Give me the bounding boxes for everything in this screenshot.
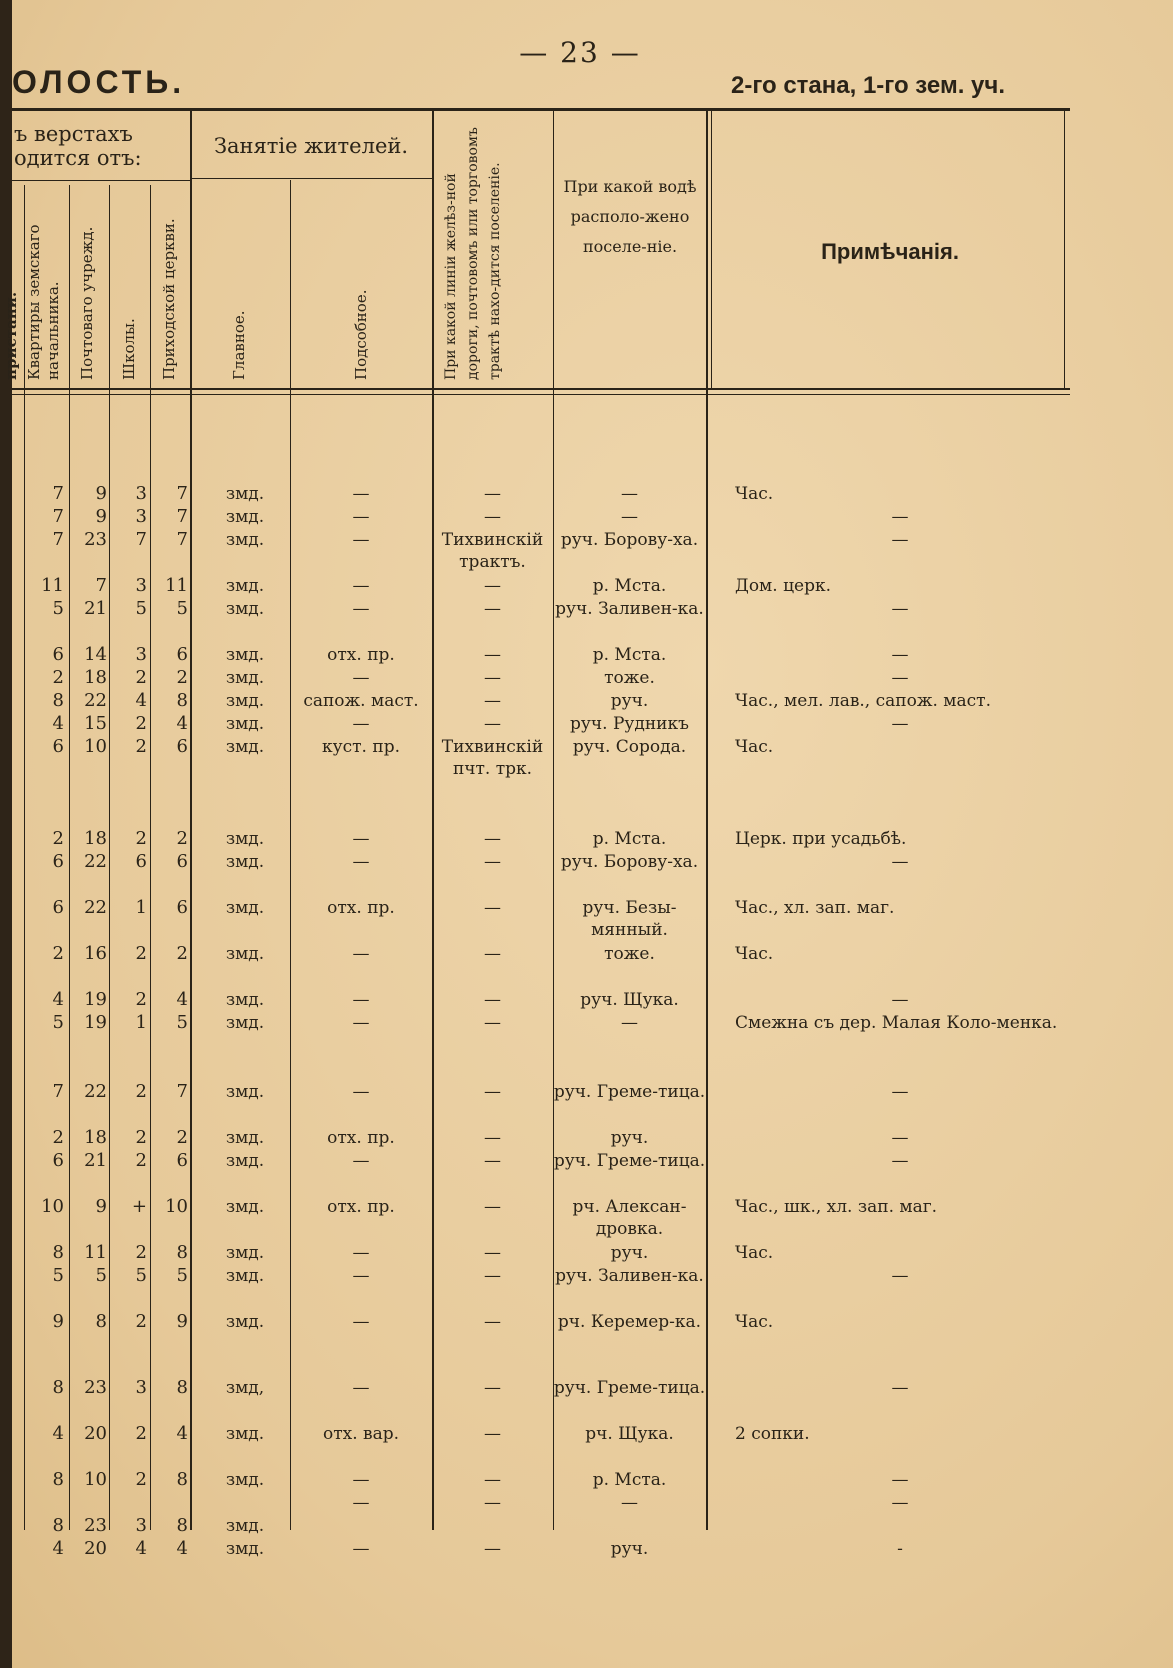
subheader-rule	[12, 180, 190, 181]
cell-sh: 2	[135, 1150, 147, 1171]
cell-ts: 7	[176, 483, 188, 504]
cell-sh: 2	[135, 1081, 147, 1102]
cell-tract: —	[484, 1378, 501, 1398]
cell-side: —	[352, 668, 370, 688]
cell-sh: 3	[135, 1515, 147, 1536]
cell-water: руч. Борову-ха.	[560, 530, 699, 550]
cell-kv: 8	[52, 1377, 64, 1398]
cell-side: —	[352, 1539, 370, 1559]
cell-tract: —	[484, 1312, 501, 1332]
cell-tract: —	[484, 1128, 501, 1148]
cell-main: змд.	[225, 484, 265, 504]
cell-tract: —	[484, 829, 501, 849]
cell-side: —	[352, 599, 370, 619]
cell-main: змд.	[225, 737, 265, 757]
cell-po: 18	[84, 1127, 107, 1148]
header-subtitle: 2-го стана, 1-го зем. уч.	[730, 72, 1005, 99]
cell-kv: 5	[52, 598, 64, 619]
header-occupation-main: Главное.	[230, 310, 248, 380]
cell-main: змд.	[225, 1013, 265, 1033]
cell-sh: 2	[135, 989, 147, 1010]
cell-main: змд.	[225, 1151, 265, 1171]
cell-main: змд.	[225, 576, 265, 596]
cell-side: отх. пр.	[327, 1197, 395, 1217]
cell-kv: 8	[52, 1469, 64, 1490]
cell-main: змд.	[225, 668, 265, 688]
cell-po: 22	[84, 851, 107, 872]
cell-tract: —	[484, 645, 501, 665]
cell-side: отх. вар.	[322, 1424, 400, 1444]
cell-ts: 8	[176, 690, 188, 711]
cell-note: Час.	[735, 737, 774, 757]
cell-main: змд.	[225, 1082, 265, 1102]
cell-kv: 4	[52, 1538, 64, 1559]
cell-note: —	[891, 852, 909, 872]
cell-side: —	[352, 530, 370, 550]
cell-tract: —	[484, 599, 501, 619]
cell-kv: 6	[52, 897, 64, 918]
cell-side: сапож. маст.	[303, 691, 419, 711]
header-water: При какой водѣ располо-жено поселе-ніе.	[563, 177, 697, 256]
cell-note: —	[891, 645, 909, 665]
cell-tract: —	[484, 1151, 501, 1171]
cell-po: 18	[84, 828, 107, 849]
cell-ts: 4	[176, 1423, 188, 1444]
cell-note: Час.	[735, 1312, 774, 1332]
cell-side: —	[352, 829, 370, 849]
cell-ts: 5	[176, 1012, 188, 1033]
cell-sh: 1	[135, 897, 147, 918]
header-occupation-side: Подсобное.	[352, 289, 370, 380]
cell-note: Час.	[735, 944, 774, 964]
cell-kv: 10	[41, 1196, 64, 1217]
cell-kv: 2	[52, 667, 64, 688]
cell-po: 21	[84, 1150, 107, 1171]
cell-ts: 4	[176, 1538, 188, 1559]
header-distance-group: ъ верстахъ одится отъ:	[14, 122, 142, 170]
cell-po: 5	[95, 1265, 107, 1286]
cell-ts: 8	[176, 1469, 188, 1490]
cell-po: 19	[84, 989, 107, 1010]
cell-water: руч.	[610, 691, 649, 711]
cell-tract: —	[484, 714, 501, 734]
cell-sh: 3	[135, 506, 147, 527]
cell-main: змд.	[225, 1312, 265, 1332]
cell-water: руч. Рудникъ	[570, 714, 689, 734]
cell-main: змд.	[225, 1243, 265, 1263]
cell-note: —	[891, 1082, 909, 1102]
cell-main: змд.	[225, 645, 265, 665]
cell-po: 10	[84, 736, 107, 757]
cell-kv: 5	[52, 1265, 64, 1286]
cell-water: руч. Щука.	[580, 990, 679, 1010]
cell-kv: 8	[52, 1515, 64, 1536]
cell-ts: 9	[176, 1311, 188, 1332]
cell-water: руч.	[610, 1243, 649, 1263]
cell-po: 9	[95, 483, 107, 504]
cell-water: руч. Греме-тица.	[553, 1378, 706, 1398]
cell-ts: 2	[176, 1127, 188, 1148]
cell-kv: 9	[52, 1311, 64, 1332]
cell-note: —	[891, 1378, 909, 1398]
cell-tract: —	[484, 1470, 501, 1490]
cell-ts: 8	[176, 1242, 188, 1263]
cell-po: 15	[84, 713, 107, 734]
header-occupation-group: Занятіе жителей.	[213, 134, 409, 158]
subheader-rule	[190, 178, 432, 179]
cell-po: 10	[84, 1469, 107, 1490]
cell-ts: 6	[176, 1150, 188, 1171]
col-line	[190, 110, 192, 1530]
cell-side: куст. пр.	[322, 737, 400, 757]
cell-kv: 2	[52, 943, 64, 964]
header-bottom-rule	[12, 388, 1070, 390]
cell-main: змд.	[225, 944, 265, 964]
cell-kv: 8	[52, 1242, 64, 1263]
cell-ts: 10	[165, 1196, 188, 1217]
cell-ts: 4	[176, 989, 188, 1010]
cell-sh: 3	[135, 483, 147, 504]
header-title: ОЛОСТЬ.	[12, 64, 186, 100]
cell-note: Церк. при усадьбѣ.	[735, 829, 907, 849]
cell-side: отх. пр.	[327, 1128, 395, 1148]
cell-note: —	[891, 1151, 909, 1171]
cell-water: —	[621, 1013, 638, 1033]
cell-note: —	[891, 714, 909, 734]
cell-kv: 6	[52, 1150, 64, 1171]
cell-tract: —	[484, 1197, 501, 1217]
cell-tract: —	[484, 1013, 501, 1033]
cell-main: змд.	[225, 852, 265, 872]
cell-kv: 4	[52, 989, 64, 1010]
cell-side: —	[352, 1378, 370, 1398]
cell-sh: 6	[135, 851, 147, 872]
cell-side: —	[352, 1312, 370, 1332]
book-spine	[0, 0, 12, 1668]
cell-sh: 2	[135, 828, 147, 849]
cell-note: Час.	[735, 1243, 774, 1263]
cell-sh: 4	[135, 690, 147, 711]
header-distance-post: Почтоваго учрежд.	[78, 226, 96, 380]
cell-note: Дом. церк.	[735, 576, 831, 596]
cell-po: 9	[95, 506, 107, 527]
cell-side: —	[352, 1266, 370, 1286]
cell-note: Час., хл. зап. маг.	[735, 898, 895, 918]
cell-main: змд.	[225, 1470, 265, 1490]
cell-note: —	[891, 530, 909, 550]
cell-tract: —	[484, 668, 501, 688]
cell-main: змд.	[225, 1128, 265, 1148]
cell-po: 9	[95, 1196, 107, 1217]
cell-po: 23	[84, 1515, 107, 1536]
cell-kv: 11	[41, 575, 64, 596]
cell-po: 22	[84, 690, 107, 711]
cell-water: руч. Греме-тица.	[553, 1082, 706, 1102]
cell-side: —	[352, 944, 370, 964]
cell-water: руч. Греме-тица.	[553, 1151, 706, 1171]
cell-side: —	[352, 1082, 370, 1102]
cell-kv: 4	[52, 713, 64, 734]
col-line	[1064, 110, 1065, 390]
cell-note: —	[891, 599, 909, 619]
cell-kv: 2	[52, 828, 64, 849]
cell-po: 23	[84, 1377, 107, 1398]
cell-ts: 6	[176, 736, 188, 757]
cell-main: змд.	[225, 714, 265, 734]
cell-kv: 8	[52, 690, 64, 711]
cell-water: руч.	[610, 1539, 649, 1559]
cell-sh: 2	[135, 1242, 147, 1263]
cell-sh: 3	[135, 644, 147, 665]
cell-main: змд.	[225, 691, 265, 711]
cell-sh: 2	[135, 736, 147, 757]
cell-note: —	[891, 1266, 909, 1286]
cell-sh: 1	[135, 1012, 147, 1033]
cell-ts: 7	[176, 1081, 188, 1102]
top-rule	[12, 108, 1070, 111]
cell-side: —	[352, 484, 370, 504]
cell-side: —	[352, 576, 370, 596]
cell-main: змд.	[225, 1197, 265, 1217]
cell-tract: —	[484, 691, 501, 711]
cell-tract: —	[484, 507, 501, 527]
cell-note: —	[891, 1470, 909, 1490]
cell-tract: —	[484, 944, 501, 964]
cell-tract: —	[484, 1539, 501, 1559]
cell-tract: —	[484, 852, 501, 872]
cell-note: —	[891, 1128, 909, 1148]
cell-ts: 7	[176, 529, 188, 550]
cell-sh: 3	[135, 575, 147, 596]
cell-po: 22	[84, 897, 107, 918]
cell-po: 16	[84, 943, 107, 964]
cell-kv: 4	[52, 1423, 64, 1444]
cell-side: —	[352, 1493, 370, 1513]
cell-tract: —	[484, 1266, 501, 1286]
cell-main: змд.	[225, 990, 265, 1010]
cell-main: змд.	[225, 898, 265, 918]
cell-main: змд,	[225, 1378, 265, 1398]
cell-water: р. Мста.	[592, 829, 667, 849]
cell-main: змд.	[225, 829, 265, 849]
cell-ts: 2	[176, 828, 188, 849]
cell-kv: 7	[52, 1081, 64, 1102]
cell-po: 20	[84, 1538, 107, 1559]
cell-kv: 7	[52, 506, 64, 527]
cell-main: змд.	[225, 530, 265, 550]
col-line	[706, 110, 708, 1530]
cell-side: отх. пр.	[327, 645, 395, 665]
cell-tract: —	[484, 898, 501, 918]
cell-side: —	[352, 1243, 370, 1263]
cell-note: Час., шк., хл. зап. маг.	[735, 1197, 938, 1217]
page-number: — 23 —	[519, 36, 641, 69]
cell-ts: 8	[176, 1515, 188, 1536]
cell-ts: 2	[176, 943, 188, 964]
cell-water: тоже.	[604, 668, 655, 688]
cell-water: рч. Щука.	[585, 1424, 674, 1444]
cell-sh: 2	[135, 713, 147, 734]
cell-tract: —	[484, 1082, 501, 1102]
cell-water: р. Мста.	[592, 645, 667, 665]
cell-po: 21	[84, 598, 107, 619]
cell-sh: 5	[135, 598, 147, 619]
cell-water: рч. Алексан-дровка.	[572, 1197, 687, 1239]
cell-kv: 6	[52, 736, 64, 757]
cell-sh: 5	[135, 1265, 147, 1286]
cell-po: 23	[84, 529, 107, 550]
cell-note: —	[891, 507, 909, 527]
cell-note: 2 сопки.	[735, 1424, 810, 1444]
cell-tract: Тихвинскій пчт. трк.	[441, 737, 544, 779]
header-distance-partial: пристани.	[2, 291, 20, 380]
cell-water: руч. Сорода.	[572, 737, 687, 757]
cell-side: —	[352, 1013, 370, 1033]
cell-side: —	[352, 1151, 370, 1171]
header-railway-tract: При какой линіи желѣз-ной дороги, почтовомъ или торговомъ трактѣ нахо-дится поселеніе.	[443, 127, 503, 380]
cell-main: змд.	[225, 1266, 265, 1286]
cell-ts: 6	[176, 851, 188, 872]
cell-po: 11	[84, 1242, 107, 1263]
header-notes: Примѣчанія.	[821, 239, 959, 264]
cell-side: —	[352, 1470, 370, 1490]
cell-ts: 6	[176, 897, 188, 918]
col-line	[711, 110, 712, 390]
cell-water: руч.	[610, 1128, 649, 1148]
cell-note: Час.	[735, 484, 774, 504]
cell-ts: 7	[176, 506, 188, 527]
cell-note: Смежна съ дер. Малая Коло-менка.	[735, 1013, 1058, 1033]
cell-main: змд.	[225, 1539, 265, 1559]
cell-water: руч. Борову-ха.	[560, 852, 699, 872]
cell-po: 20	[84, 1423, 107, 1444]
cell-po: 22	[84, 1081, 107, 1102]
cell-sh: 2	[135, 667, 147, 688]
header-distance-school: Школы.	[120, 318, 138, 380]
cell-ts: 5	[176, 598, 188, 619]
cell-ts: 4	[176, 713, 188, 734]
cell-water: —	[621, 1493, 638, 1513]
cell-main: змд.	[225, 1516, 265, 1536]
cell-kv: 7	[52, 529, 64, 550]
cell-tract: —	[484, 484, 501, 504]
cell-kv: 6	[52, 644, 64, 665]
cell-water: р. Мста.	[592, 1470, 667, 1490]
cell-note: -	[897, 1539, 903, 1559]
cell-po: 18	[84, 667, 107, 688]
cell-tract: —	[484, 990, 501, 1010]
cell-sh: 2	[135, 1469, 147, 1490]
cell-tract: —	[484, 576, 501, 596]
cell-kv: 2	[52, 1127, 64, 1148]
cell-side: —	[352, 507, 370, 527]
cell-ts: 2	[176, 667, 188, 688]
cell-ts: 5	[176, 1265, 188, 1286]
cell-main: змд.	[225, 507, 265, 527]
cell-note: —	[891, 668, 909, 688]
cell-water: —	[621, 507, 638, 527]
cell-sh: 2	[135, 943, 147, 964]
cell-kv: 7	[52, 483, 64, 504]
cell-ts: 11	[165, 575, 188, 596]
cell-tract: Тихвинскій трактъ.	[441, 530, 544, 572]
header-distance-church: Приходской церкви.	[160, 218, 178, 380]
cell-side: —	[352, 852, 370, 872]
cell-water: рч. Керемер-ка.	[557, 1312, 702, 1332]
cell-ts: 6	[176, 644, 188, 665]
cell-sh: 7	[135, 529, 147, 550]
cell-po: 19	[84, 1012, 107, 1033]
cell-po: 8	[95, 1311, 107, 1332]
cell-sh: 3	[135, 1377, 147, 1398]
cell-side: отх. пр.	[327, 898, 395, 918]
cell-sh: 4	[135, 1538, 147, 1559]
cell-note: —	[891, 990, 909, 1010]
cell-main: змд.	[225, 599, 265, 619]
cell-sh: 2	[135, 1127, 147, 1148]
cell-side: —	[352, 714, 370, 734]
cell-tract: —	[484, 1424, 501, 1444]
cell-water: руч. Заливен-ка.	[555, 1266, 704, 1286]
cell-sh: 2	[135, 1423, 147, 1444]
cell-sh: +	[131, 1196, 147, 1217]
cell-main: змд.	[225, 1424, 265, 1444]
cell-sh: 2	[135, 1311, 147, 1332]
cell-kv: 6	[52, 851, 64, 872]
cell-side: —	[352, 990, 370, 1010]
cell-ts: 8	[176, 1377, 188, 1398]
header-bottom-rule-thin	[12, 394, 1070, 395]
cell-tract: —	[484, 1493, 501, 1513]
cell-po: 7	[95, 575, 107, 596]
cell-note: —	[891, 1493, 909, 1513]
cell-tract: —	[484, 1243, 501, 1263]
cell-water: тоже.	[604, 944, 655, 964]
header-distance-zemsky: Квартиры земскаго начальника.	[25, 224, 62, 380]
cell-water: —	[621, 484, 638, 504]
cell-water: р. Мста.	[592, 576, 667, 596]
cell-note: Час., мел. лав., сапож. маст.	[735, 691, 991, 711]
cell-kv: 5	[52, 1012, 64, 1033]
cell-water: руч. Заливен-ка.	[555, 599, 704, 619]
cell-water: руч. Безы-мянный.	[582, 898, 677, 940]
cell-po: 14	[84, 644, 107, 665]
